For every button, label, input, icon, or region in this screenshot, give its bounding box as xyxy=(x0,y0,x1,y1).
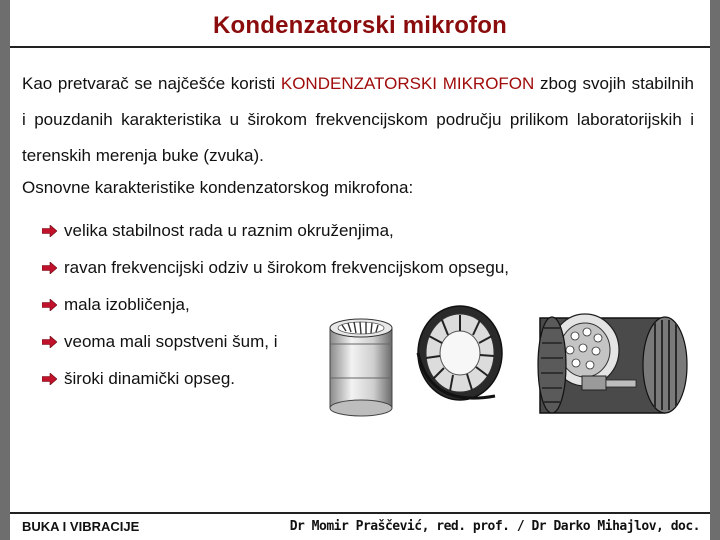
arrow-right-icon xyxy=(42,225,57,237)
arrow-right-icon xyxy=(42,336,57,348)
mic-capsule-icon xyxy=(330,319,392,416)
frame-right-border xyxy=(710,0,720,540)
intro-highlight: KONDENZATORSKI MIKROFON xyxy=(280,74,535,93)
list-item-text: ravan frekvencijski odziv u širokom frekvencijskom opsegu, xyxy=(64,258,510,277)
mic-grille-icon xyxy=(418,306,502,400)
footer-divider xyxy=(10,512,710,514)
list-item-text: velika stabilnost rada u raznim okruženjima, xyxy=(64,221,394,240)
list-item xyxy=(42,253,509,290)
footer-course-name: BUKA I VIBRACIJE xyxy=(22,519,140,534)
slide-title: Kondenzatorski mikrofon xyxy=(213,12,507,39)
list-item xyxy=(42,216,509,253)
intro-text-before: Kao pretvarač se najčešće koristi xyxy=(22,74,281,93)
list-item-text: široki dinamički opseg. xyxy=(64,369,236,388)
mic-housing-icon xyxy=(538,314,687,413)
list-item-text: veoma mali sopstveni šum, i xyxy=(64,332,278,351)
characteristics-heading: Osnovne karakteristike kondenzatorskog mikrofona: xyxy=(22,178,414,197)
arrow-right-icon xyxy=(42,299,57,311)
list-item-text: mala izobličenja, xyxy=(64,295,190,314)
footer-authors: Dr Momir Praščević, red. prof. / Dr Darko Mihajlov, doc. xyxy=(289,519,700,534)
intro-paragraph xyxy=(22,66,694,174)
frame-left-border xyxy=(0,0,10,540)
arrow-right-icon xyxy=(42,262,57,274)
microphone-illustration xyxy=(320,298,700,423)
title-divider xyxy=(10,46,710,48)
arrow-right-icon xyxy=(42,373,57,385)
intro-text-after: zbog svojih stabilnih i pouzdanih karakteristika u širokom frekvencijskom području prilikom laboratorijskih i terenskih merenja buke (zvuka). xyxy=(22,74,694,165)
